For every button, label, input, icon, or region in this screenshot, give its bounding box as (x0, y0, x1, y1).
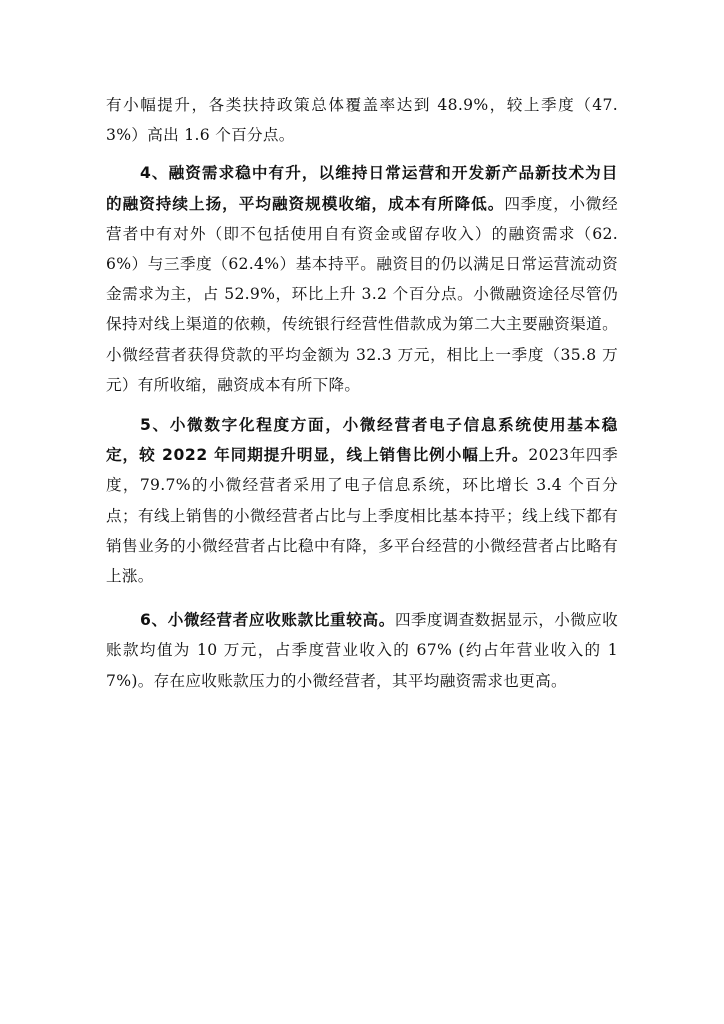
paragraph-text: 2023年四季度，79.7%的小微经营者采用了电子信息系统，环比增长 3.4 个百分点；有线上销售的小微经营者占比与上季度相比基本持平；线上线下都有销售业务的小微经营者占比稳中有降，多平台经营的小微经营者占比略有上涨。 (106, 446, 618, 586)
paragraph-heading: 5、小微数字化程度方面，小微经营者电子信息系统使用基本稳定，较 2022 年同期提升明显，线上销售比例小幅上升。 (106, 416, 618, 465)
paragraph-5-digitalization (106, 410, 618, 591)
paragraph-heading: 4、融资需求稳中有升，以维持日常运营和开发新产品新技术为目的融资持续上扬，平均融资规模收缩，成本有所降低。 (106, 164, 618, 213)
document-page (106, 90, 618, 696)
paragraph-4-financing-demand (106, 158, 618, 400)
paragraph-heading: 6、小微经营者应收账款比重较高。 (140, 611, 395, 630)
paragraph-text: 四季度调查数据显示，小微应收账款均值为 10 万元，占季度营业收入的 67% (约占年营业收入的 17%)。存在应收账款压力的小微经营者，其平均融资需求也更高。 (106, 611, 619, 690)
paragraph-6-receivables (106, 605, 618, 696)
paragraph-continuation (106, 90, 618, 150)
paragraph-text: 四季度，小微经营者中有对外（即不包括使用自有资金或留存收入）的融资需求（62.6%）与三季度（62.4%）基本持平。融资目的仍以满足日常运营流动资金需求为主，占 52.9%，环比上升 3.2 个百分点。小微融资途径尽管仍保持对线上渠道的依赖，传统银行经营性借款成为第二大主要融资渠道。小微经营者获得贷款的平均金额为 32.3 万元，相比上一季度（35.8 万元）有所收缩，融资成本有所下降。 (106, 194, 619, 394)
paragraph-text: 有小幅提升，各类扶持政策总体覆盖率达到 48.9%，较上季度（47.3%）高出 1.6 个百分点。 (106, 96, 618, 145)
